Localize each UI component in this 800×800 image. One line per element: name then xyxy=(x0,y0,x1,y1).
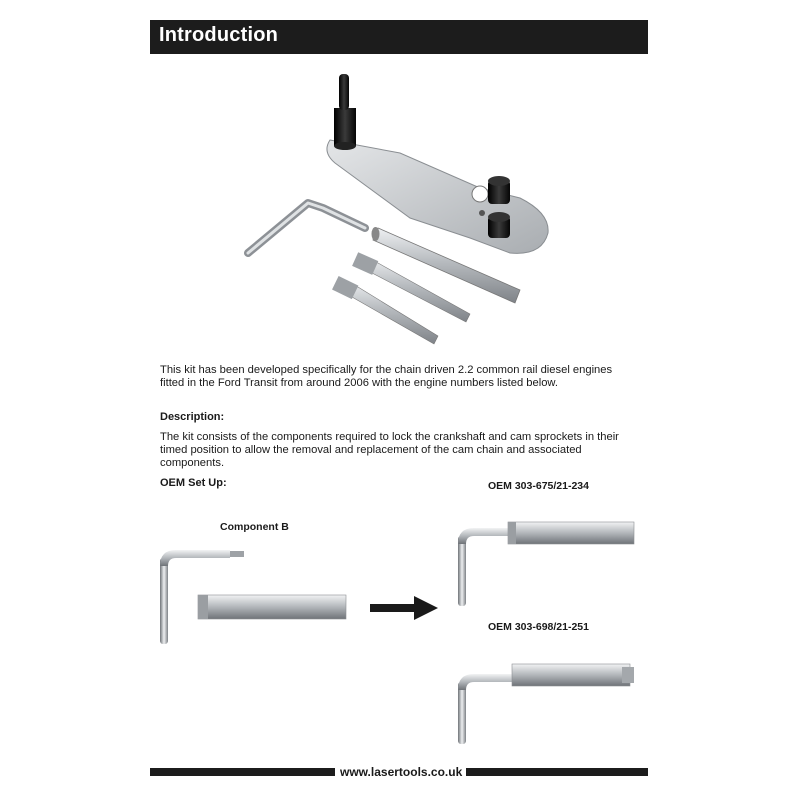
oem-303-698-assembly-image xyxy=(450,654,640,749)
component-b-parts-image xyxy=(150,540,360,650)
oem-setup-heading: OEM Set Up: xyxy=(160,477,227,489)
footer-rule-right xyxy=(464,768,648,776)
intro-paragraph: This kit has been developed specifically for the chain driven 2.2 common rail diesel engines fitted in the Ford Transit from around 2006 with the engine numbers listed below. xyxy=(160,364,613,389)
page-title-bar xyxy=(150,20,648,54)
footer-url: www.lasertools.co.uk xyxy=(336,765,466,779)
oem-top-label: OEM 303-675/21-234 xyxy=(488,480,589,492)
description-heading: Description: xyxy=(160,411,225,423)
oem-303-675-assembly-image xyxy=(450,514,640,609)
page-title: Introduction xyxy=(159,24,279,46)
footer-rule-left xyxy=(150,768,335,776)
component-b-label: Component B xyxy=(220,521,289,533)
description-body: The kit consists of the components required to lock the crankshaft and cam sprockets in their timed position to allow the removal and replacement of the cam chain and associated components. xyxy=(160,431,619,469)
oem-bottom-label: OEM 303-698/21-251 xyxy=(488,621,589,633)
tool-kit-image xyxy=(230,68,570,350)
arrow-right-icon xyxy=(368,596,440,620)
